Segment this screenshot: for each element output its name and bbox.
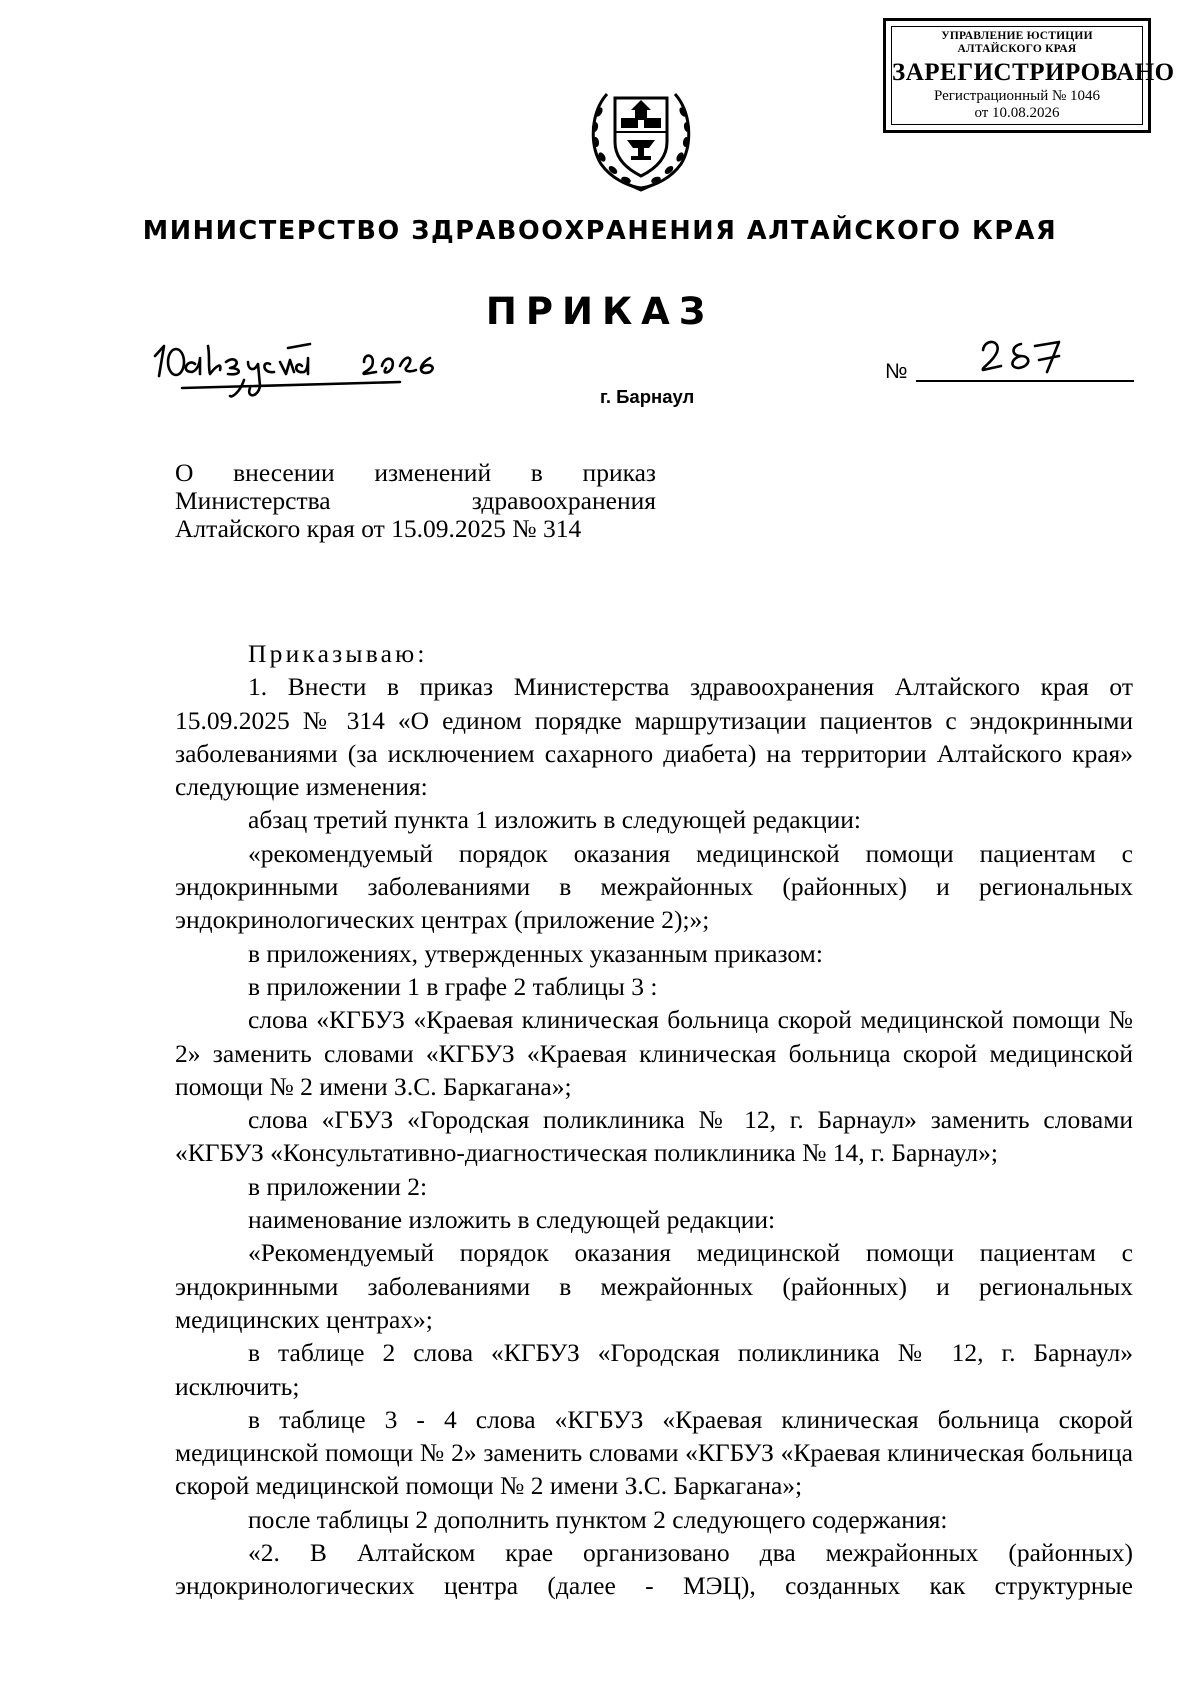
- handwritten-date-signature: [150, 336, 530, 406]
- body-paragraph: в приложениях, утвержденных указанным приказом:: [248, 938, 823, 968]
- body-paragraph: «Рекомендуемый порядок оказания медицинской помощи пациентам с эндокринными заболеваниями в межрайонных (районных) и региональных медицинских центрах»;: [175, 1238, 1133, 1334]
- order-subject: [175, 459, 656, 543]
- body-paragraph: «рекомендуемый порядок оказания медицинской помощи пациентам с эндокринными заболеваниями в межрайонных (районных) и региональных эндокринологических центрах (приложение 2);»;: [175, 838, 1133, 935]
- body-paragraph: слова «ГБУЗ «Городская поликлиника № 12, г. Барнаул» заменить словами «КГБУЗ «Консультативно-диагностическая поликлиника № 14, г. Барнаул»;: [175, 1105, 1133, 1168]
- subject-line-3: Алтайского края от 15.09.2025 № 314: [175, 514, 582, 543]
- registration-stamp: [883, 18, 1175, 133]
- document-type-title: ПРИКАЗ: [485, 290, 715, 333]
- body-paragraph: в приложении 1 в графе 2 таблицы 3 :: [248, 971, 658, 1001]
- body-paragraph: в таблице 3 - 4 слова «КГБУЗ «Краевая клиническая больница скорой медицинской помощи № 2» заменить словами «КГБУЗ «Краевая клиническая больница скорой медицинской помощи № 2 имени З.С. Баркагана»;: [175, 1404, 1133, 1501]
- stamp-registration-date: от 10.08.2026: [974, 105, 1060, 121]
- city-name: г. Барнаул: [600, 386, 695, 407]
- body-paragraph: после таблицы 2 дополнить пунктом 2 следующего содержания:: [248, 1504, 948, 1534]
- body-paragraph: абзац третий пункта 1 изложить в следующей редакции:: [248, 805, 862, 835]
- order-body: [175, 637, 1133, 1603]
- subject-line-1: О внесении изменений в приказ: [175, 458, 656, 487]
- stamp-organization: УПРАВЛЕНИЕ ЮСТИЦИИ АЛТАЙСКОГО КРАЯ: [941, 30, 1093, 55]
- subject-line-2: Министерства здравоохранения: [175, 486, 656, 515]
- body-paragraph: в таблице 2 слова «КГБУЗ «Городская поликлиника № 12, г. Барнаул» исключить;: [175, 1338, 1133, 1401]
- body-paragraph: наименование изложить в следующей редакции:: [248, 1205, 776, 1235]
- stamp-registration-number: Регистрационный № 1046: [933, 88, 1101, 104]
- order-intro: Приказываю:: [248, 639, 428, 668]
- body-paragraph: «2. В Алтайском крае организовано два межрайонных (районных) эндокринологических центра (далее - МЭЦ), созданных как структурные: [175, 1538, 1133, 1601]
- body-paragraph: 1. Внести в приказ Министерства здравоохранения Алтайского края от 15.09.2025 № 314 «О едином порядке маршрутизации пациентов с эндокринными заболеваниями (за исключением сахарного диабета) на территории Алтайского края» следующие изменения:: [175, 672, 1133, 802]
- altai-krai-coat-of-arms-icon: [587, 82, 695, 192]
- body-paragraph: слова «КГБУЗ «Краевая клиническая больница скорой медицинской помощи № 2» заменить словами «КГБУЗ «Краевая клиническая больница скорой медицинской помощи № 2 имени З.С. Баркагана»;: [175, 1005, 1133, 1101]
- ministry-name: МИНИСТЕРСТВО ЗДРАВООХРАНЕНИЯ АЛТАЙСКОГО КРАЯ: [142, 216, 1058, 246]
- body-paragraph: в приложении 2:: [248, 1171, 428, 1201]
- stamp-status: ЗАРЕГИСТРИРОВАНО: [892, 59, 1175, 86]
- handwritten-number-signature: [975, 332, 1095, 382]
- number-label: №: [885, 360, 908, 383]
